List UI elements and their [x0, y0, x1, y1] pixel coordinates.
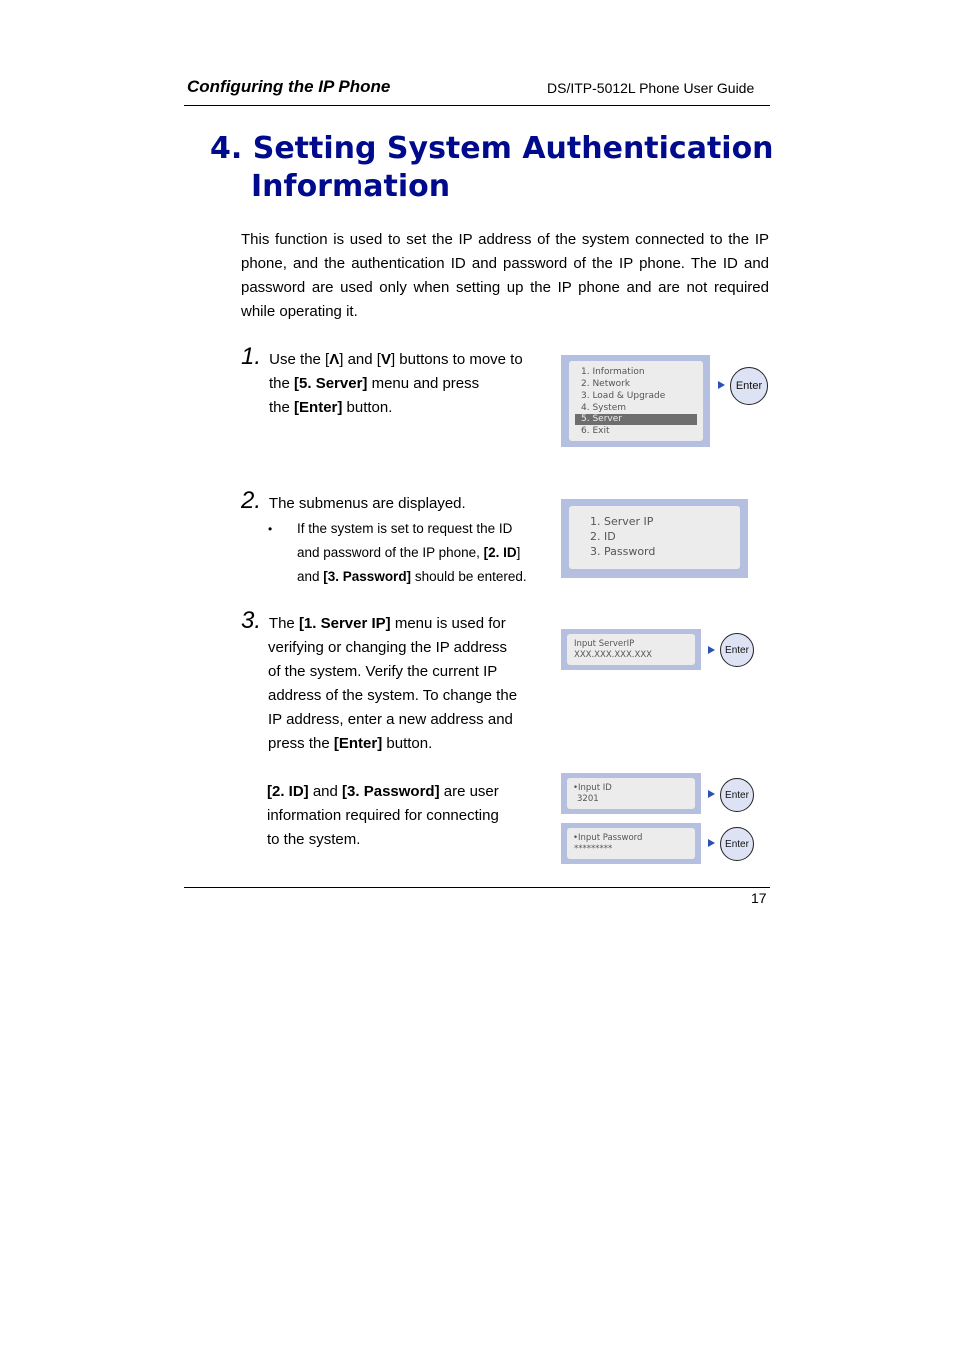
arrow-right-icon	[708, 646, 715, 654]
input-password-value: *********	[574, 844, 613, 854]
enter-button-icon: Enter	[720, 633, 754, 667]
step-2-number: 2.	[241, 487, 262, 514]
server-ip-screen	[561, 629, 701, 670]
menu-item-system: 4. System	[581, 403, 627, 413]
menu-item-network: 2. Network	[581, 379, 631, 389]
id-password-note: [2. ID] and [3. Password] are user information required for connecting to the system.	[267, 783, 499, 848]
main-menu-screen	[561, 355, 710, 447]
running-header-section: Configuring the IP Phone	[187, 77, 391, 96]
arrow-right-icon	[708, 839, 715, 847]
title-line-2: Information	[251, 169, 451, 204]
step-2: 2. The submenus are displayed.	[241, 487, 466, 514]
step-1-number: 1.	[241, 343, 262, 370]
input-id-prompt: •Input ID	[573, 783, 612, 793]
enter-button-icon: Enter	[730, 367, 768, 405]
step-3-number: 3.	[241, 607, 262, 634]
menu-item-load-upgrade: 3. Load & Upgrade	[581, 391, 666, 401]
enter-button-icon: Enter	[720, 778, 754, 812]
server-submenu-screen	[561, 499, 748, 578]
step-3: 3. The [1. Server IP] menu is used for verifying or changing the IP address of the system. Verify the current IP address of the system. To change the IP address, enter a new address and press the [Enter] button.	[241, 607, 518, 752]
page-number: 17	[751, 890, 767, 906]
server-ip-prompt: Input ServerIP	[574, 639, 635, 649]
enter-button-icon: Enter	[720, 827, 754, 861]
submenu-item-password: 3. Password	[590, 545, 656, 558]
arrow-right-icon	[718, 381, 725, 389]
bullet-dot-icon: •	[268, 522, 273, 536]
menu-item-server-selected: 5. Server	[575, 414, 697, 425]
arrow-right-icon	[708, 790, 715, 798]
submenu-item-id: 2. ID	[590, 530, 616, 543]
step-2-bullet: • If the system is set to request the ID and password of the IP phone, [2. ID] and [3. Password] should be entered.	[268, 517, 548, 589]
running-header-guide: DS/ITP-5012L Phone User Guide	[547, 80, 755, 96]
title-line-1: 4. Setting System Authentication	[210, 131, 774, 166]
step-1: 1. Use the [Λ] and [V] buttons to move to the [5. Server] menu and press the [Enter] button.	[241, 343, 523, 416]
input-id-screen	[561, 773, 701, 814]
footer-rule	[184, 887, 770, 888]
submenu-item-server-ip: 1. Server IP	[590, 515, 654, 528]
up-key: Λ	[329, 351, 340, 368]
intro-paragraph: This function is used to set the IP address of the system connected to the IP phone, and the authentication ID and password of the IP phone. The ID and password are used only when setting up the IP phone and are not required while operating it.	[241, 231, 769, 320]
header-rule	[184, 105, 770, 106]
menu-item-information: 1. Information	[581, 367, 645, 377]
input-password-screen	[561, 823, 701, 864]
menu-item-exit: 6. Exit	[581, 426, 610, 436]
input-password-prompt: •Input Password	[573, 833, 643, 843]
server-ip-value: XXX.XXX.XXX.XXX	[574, 650, 652, 660]
input-id-value: 3201	[577, 794, 599, 804]
down-key: V	[380, 351, 391, 368]
page-title	[210, 130, 774, 206]
